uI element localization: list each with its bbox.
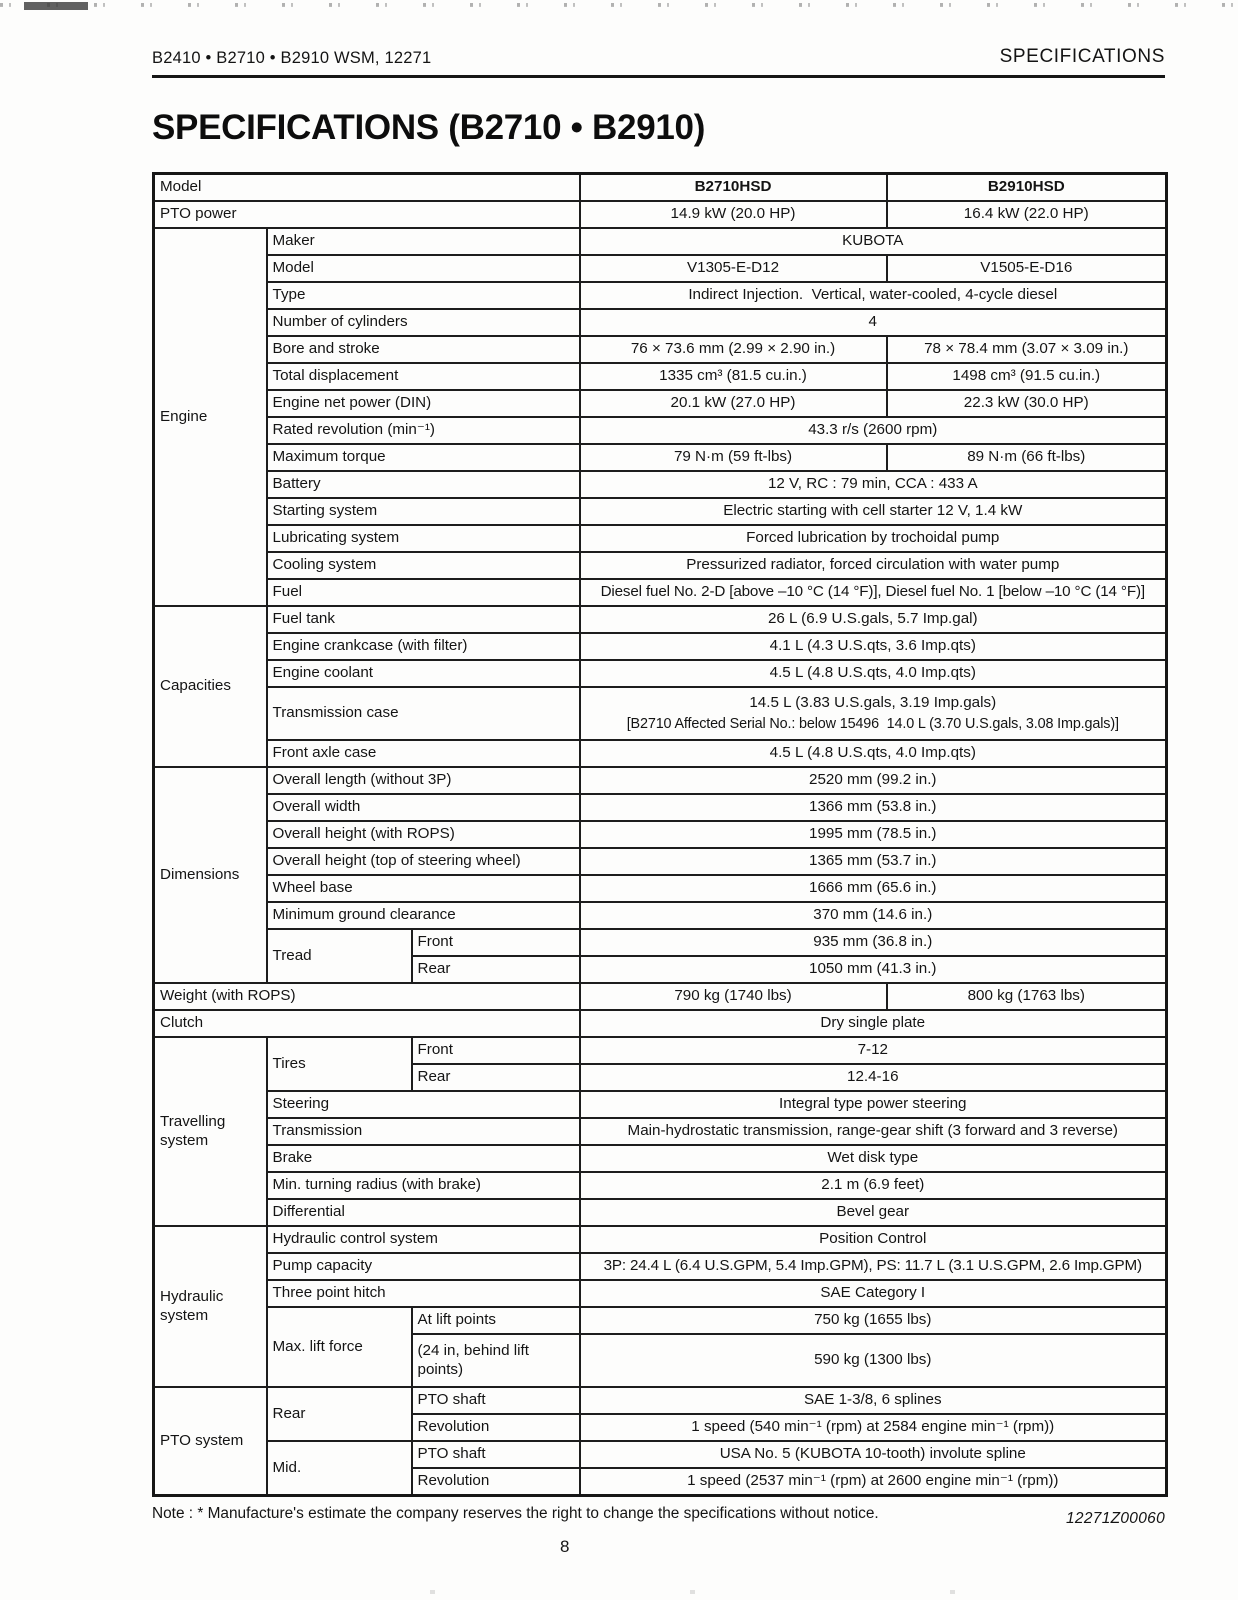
transmission-value: Main-hydrostatic transmission, range-gear shift (3 forward and 3 reverse) [580,1118,1167,1145]
brake-value: Wet disk type [580,1145,1167,1172]
dim-width-value: 1366 mm (53.8 in.) [580,794,1167,821]
engine-model-label: Model [267,255,580,282]
row-engine-displacement [154,363,1167,390]
cap-transmission-line1: 14.5 L (3.83 U.S.gals, 3.19 Imp.gals) [749,694,997,712]
footer-note-row [152,1505,1165,1528]
dimensions-group-label: Dimensions [154,767,267,983]
dim-tread-rear-value: 1050 mm (41.3 in.) [580,956,1167,983]
pto-group-label: PTO system [154,1387,267,1496]
engine-torque-b2710: 79 N·m (59 ft-lbs) [580,444,887,471]
engine-cylinders-label: Number of cylinders [267,309,580,336]
engine-cylinders-value: 4 [580,309,1167,336]
pto-mid-shaft-value: USA No. 5 (KUBOTA 10-tooth) involute spline [580,1441,1167,1468]
dim-width-label: Overall width [267,794,580,821]
page-number: 8 [560,1537,570,1556]
row-engine-max-torque [154,444,1167,471]
engine-battery-label: Battery [267,471,580,498]
dim-tread-label: Tread [267,929,412,983]
hydraulic-group-label: Hydraulic system [154,1226,267,1387]
engine-bore-b2910: 78 × 78.4 mm (3.07 × 3.09 in.) [887,336,1167,363]
row-engine-maker [154,228,1167,255]
cap-front-axle-value: 4.5 L (4.8 U.S.qts, 4.0 Imp.qts) [580,740,1167,767]
row-turning-radius [154,1172,1167,1199]
brake-label: Brake [267,1145,580,1172]
row-weight [154,983,1167,1010]
pto-power-b2710: 14.9 kW (20.0 HP) [580,201,887,228]
row-engine-net-power [154,390,1167,417]
scan-artifact-bottom [430,1590,990,1594]
engine-bore-b2710: 76 × 73.6 mm (2.99 × 2.90 in.) [580,336,887,363]
pto-mid-label: Mid. [267,1441,412,1496]
cap-coolant-value: 4.5 L (4.8 U.S.qts, 4.0 Imp.qts) [580,660,1167,687]
row-differential [154,1199,1167,1226]
dim-tread-front-value: 935 mm (36.8 in.) [580,929,1167,956]
dim-wheel-base-label: Wheel base [267,875,580,902]
row-cap-fuel-tank [154,606,1167,633]
cap-crankcase-value: 4.1 L (4.3 U.S.qts, 3.6 Imp.qts) [580,633,1167,660]
pto-mid-rev-label: Revolution [412,1468,580,1496]
engine-maker-label: Maker [267,228,580,255]
model-b2710: B2710HSD [580,174,887,202]
engine-net-power-label: Engine net power (DIN) [267,390,580,417]
row-dim-height-rops [154,821,1167,848]
engine-torque-b2910: 89 N·m (66 ft-lbs) [887,444,1167,471]
dim-height-rops-label: Overall height (with ROPS) [267,821,580,848]
dim-wheel-base-value: 1666 mm (65.6 in.) [580,875,1167,902]
hyd-hitch-label: Three point hitch [267,1280,580,1307]
pto-mid-rev-value: 1 speed (2537 min⁻¹ (rpm) at 2600 engine min⁻¹ (rpm)) [580,1468,1167,1496]
transmission-label: Transmission [267,1118,580,1145]
engine-fuel-label: Fuel [267,579,580,606]
hyd-control-value: Position Control [580,1226,1167,1253]
row-hyd-pump [154,1253,1167,1280]
lift-force-label: Max. lift force [267,1307,412,1387]
page-title: SPECIFICATIONS (B2710 • B2910) [152,108,706,147]
engine-lubricating-label: Lubricating system [267,525,580,552]
engine-net-power-b2910: 22.3 kW (30.0 HP) [887,390,1167,417]
row-engine-bore-stroke [154,336,1167,363]
row-pto-mid-shaft [154,1441,1167,1468]
figure-code: 12271Z00060 [1066,1510,1165,1527]
engine-torque-label: Maximum torque [267,444,580,471]
row-pto-power [154,201,1167,228]
row-pto-rear-shaft [154,1387,1167,1414]
tires-rear-value: 12.4-16 [580,1064,1167,1091]
cap-fuel-tank-value: 26 L (6.9 U.S.gals, 5.7 Imp.gal) [580,606,1167,633]
engine-rated-rev-label: Rated revolution (min⁻¹) [267,417,580,444]
engine-starting-value: Electric starting with cell starter 12 V, 1.4 kW [580,498,1167,525]
pto-rear-rev-label: Revolution [412,1414,580,1441]
engine-lubricating-value: Forced lubrication by trochoidal pump [580,525,1167,552]
pto-rear-label: Rear [267,1387,412,1441]
dim-height-steering-label: Overall height (top of steering wheel) [267,848,580,875]
row-brake [154,1145,1167,1172]
row-cap-transmission-case [154,687,1167,740]
capacities-group-label: Capacities [154,606,267,767]
hyd-hitch-value: SAE Category I [580,1280,1167,1307]
engine-displacement-b2910: 1498 cm³ (91.5 cu.in.) [887,363,1167,390]
cap-transmission-value [580,687,1167,740]
row-steering [154,1091,1167,1118]
engine-net-power-b2710: 20.1 kW (27.0 HP) [580,390,887,417]
row-tires-front [154,1037,1167,1064]
turning-radius-label: Min. turning radius (with brake) [267,1172,580,1199]
cap-transmission-line2: [B2710 Affected Serial No.: below 15496 14.0 L (3.70 U.S.gals, 3.08 Imp.gals)] [626,716,1119,733]
engine-battery-value: 12 V, RC : 79 min, CCA : 433 A [580,471,1167,498]
engine-fuel-value: Diesel fuel No. 2-D [above –10 °C (14 °F)], Diesel fuel No. 1 [below –10 °C (14 °F)] [580,579,1167,606]
row-transmission [154,1118,1167,1145]
running-header [152,0,1165,78]
pto-rear-shaft-value: SAE 1-3/8, 6 splines [580,1387,1167,1414]
row-engine-cooling [154,552,1167,579]
lift-at-value: 750 kg (1655 lbs) [580,1307,1167,1334]
pto-power-label: PTO power [154,201,580,228]
row-dim-tread-front [154,929,1167,956]
engine-starting-label: Starting system [267,498,580,525]
section-header: SPECIFICATIONS [999,46,1165,67]
engine-rated-rev-value: 43.3 r/s (2600 rpm) [580,417,1167,444]
row-engine-model [154,255,1167,282]
cap-front-axle-label: Front axle case [267,740,580,767]
engine-maker-value: KUBOTA [580,228,1167,255]
engine-displacement-label: Total displacement [267,363,580,390]
lift-behind-label: (24 in, behind lift points) [412,1334,580,1387]
dim-height-steering-value: 1365 mm (53.7 in.) [580,848,1167,875]
dim-length-label: Overall length (without 3P) [267,767,580,794]
row-engine-cylinders [154,309,1167,336]
engine-model-b2710: V1305-E-D12 [580,255,887,282]
engine-bore-label: Bore and stroke [267,336,580,363]
steering-value: Integral type power steering [580,1091,1167,1118]
row-engine-lubricating [154,525,1167,552]
model-b2910: B2910HSD [887,174,1167,202]
row-lift-at-points [154,1307,1167,1334]
row-dim-length [154,767,1167,794]
row-cap-coolant [154,660,1167,687]
specifications-table [152,172,1168,1497]
row-engine-rated-revolution [154,417,1167,444]
engine-type-label: Type [267,282,580,309]
row-hyd-hitch [154,1280,1167,1307]
dim-clearance-value: 370 mm (14.6 in.) [580,902,1167,929]
hyd-pump-value: 3P: 24.4 L (6.4 U.S.GPM, 5.4 Imp.GPM), PS: 11.7 L (3.1 U.S.GPM, 2.6 Imp.GPM) [580,1253,1167,1280]
page-content [152,0,1165,1528]
row-engine-battery [154,471,1167,498]
differential-label: Differential [267,1199,580,1226]
row-dim-ground-clearance [154,902,1167,929]
clutch-value: Dry single plate [580,1010,1167,1037]
travelling-group-label: Travelling system [154,1037,267,1226]
pto-mid-shaft-label: PTO shaft [412,1441,580,1468]
row-cap-front-axle [154,740,1167,767]
engine-cooling-value: Pressurized radiator, forced circulation with water pump [580,552,1167,579]
cap-fuel-tank-label: Fuel tank [267,606,580,633]
row-clutch [154,1010,1167,1037]
dim-height-rops-value: 1995 mm (78.5 in.) [580,821,1167,848]
dim-tread-front-label: Front [412,929,580,956]
cap-transmission-label: Transmission case [267,687,580,740]
lift-at-label: At lift points [412,1307,580,1334]
row-hyd-control [154,1226,1167,1253]
scan-artifact-top-left [24,2,88,10]
turning-radius-value: 2.1 m (6.9 feet) [580,1172,1167,1199]
weight-b2710: 790 kg (1740 lbs) [580,983,887,1010]
footnote: Note : * Manufacture's estimate the company reserves the right to change the specifications without notice. [152,1505,879,1522]
tires-front-label: Front [412,1037,580,1064]
tires-rear-label: Rear [412,1064,580,1091]
lift-behind-value: 590 kg (1300 lbs) [580,1334,1167,1387]
dim-clearance-label: Minimum ground clearance [267,902,580,929]
pto-rear-rev-value: 1 speed (540 min⁻¹ (rpm) at 2584 engine min⁻¹ (rpm)) [580,1414,1167,1441]
doc-ref: B2410 • B2710 • B2910 WSM, 12271 [152,49,432,67]
clutch-label: Clutch [154,1010,580,1037]
row-engine-starting [154,498,1167,525]
hyd-pump-label: Pump capacity [267,1253,580,1280]
tires-front-value: 7-12 [580,1037,1167,1064]
row-dim-height-steering [154,848,1167,875]
engine-model-b2910: V1505-E-D16 [887,255,1167,282]
engine-cooling-label: Cooling system [267,552,580,579]
row-model [154,174,1167,202]
weight-b2910: 800 kg (1763 lbs) [887,983,1167,1010]
steering-label: Steering [267,1091,580,1118]
row-engine-type [154,282,1167,309]
dim-length-value: 2520 mm (99.2 in.) [580,767,1167,794]
pto-rear-shaft-label: PTO shaft [412,1387,580,1414]
row-engine-fuel [154,579,1167,606]
engine-group-label: Engine [154,228,267,606]
dim-tread-rear-label: Rear [412,956,580,983]
differential-value: Bevel gear [580,1199,1167,1226]
row-cap-crankcase [154,633,1167,660]
row-dim-wheel-base [154,875,1167,902]
weight-label: Weight (with ROPS) [154,983,580,1010]
hyd-control-label: Hydraulic control system [267,1226,580,1253]
row-dim-width [154,794,1167,821]
pto-power-b2910: 16.4 kW (22.0 HP) [887,201,1167,228]
model-label: Model [154,174,580,202]
cap-crankcase-label: Engine crankcase (with filter) [267,633,580,660]
cap-coolant-label: Engine coolant [267,660,580,687]
engine-displacement-b2710: 1335 cm³ (81.5 cu.in.) [580,363,887,390]
tires-label: Tires [267,1037,412,1091]
engine-type-value: Indirect Injection. Vertical, water-cooled, 4-cycle diesel [580,282,1167,309]
